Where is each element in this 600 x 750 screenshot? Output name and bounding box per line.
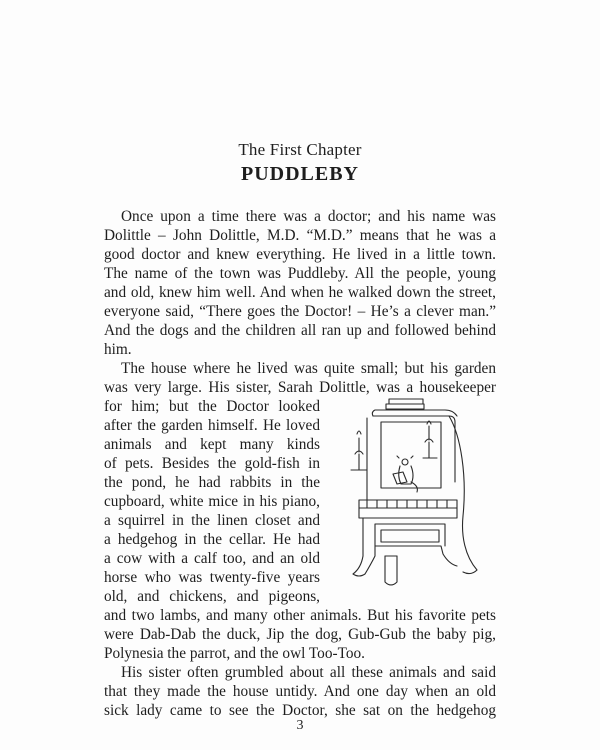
paragraph-line: for him; but the Doctor looked <box>104 398 320 415</box>
paragraph-line: a cow with a calf too, and an old <box>104 550 320 567</box>
page-number: 3 <box>296 718 304 733</box>
paragraph-line: cupboard, white mice in his piano, <box>104 493 320 510</box>
book-icon <box>389 399 423 404</box>
piano-mouse-illustration <box>345 396 485 592</box>
piano-panel <box>381 422 441 488</box>
paragraph-line: the pond, he had rabbits in the <box>104 474 320 491</box>
paragraph-line: The name of the town was Puddleby. All the people, young <box>104 265 496 282</box>
paragraph-line: animals and kept many kinds <box>104 436 320 453</box>
paragraph-line: of pets. Besides the gold-fish in <box>104 455 320 472</box>
paragraph-line: were Dab-Dab the duck, Jip the dog, Gub-Gub the baby pig, <box>104 626 496 643</box>
paragraph-line: everyone said, “There goes the Doctor! – He’s a clever man.” <box>104 303 496 320</box>
piano-top <box>373 416 455 482</box>
paragraph-line: that they made the house untidy. And one day when an old <box>104 683 496 700</box>
candle-right-icon <box>425 439 433 458</box>
chapter-title: PUDDLEBY <box>240 163 359 185</box>
paragraph-line: after the garden himself. He loved <box>104 417 320 434</box>
paragraph-line: old, and chickens, and pigeons, <box>104 588 320 605</box>
paragraph-line: a squirrel in the linen closet and <box>104 512 320 529</box>
paragraph-line: And the dogs and the children all ran up and followed behind <box>104 322 496 339</box>
book-icon <box>386 404 424 409</box>
chapter-label: The First Chapter <box>238 140 362 159</box>
paragraph-line: The house where he lived was quite small; but his garden <box>121 360 496 377</box>
piano-side <box>449 416 477 574</box>
candle-left-icon <box>355 451 363 470</box>
paragraph-line: Once upon a time there was a doctor; and his name was <box>121 208 496 225</box>
paragraph-line: him. <box>104 341 132 358</box>
mouse-head-icon <box>402 459 408 465</box>
paragraph-line: was very large. His sister, Sarah Dolittle, was a housekeeper <box>104 379 496 396</box>
paragraph-line: good doctor and knew everything. He lived in a little town. <box>104 246 496 263</box>
paragraph-line: and old, knew him well. And when he walked down the street, <box>104 284 496 301</box>
paragraph-line: a hedgehog in the cellar. He had <box>104 531 320 548</box>
paragraph-line: Dolittle – John Dolittle, M.D. “M.D.” means that he was a <box>104 227 496 244</box>
paragraph-line: and two lambs, and many other animals. But his favorite pets <box>104 607 496 624</box>
piano-legs <box>353 518 457 576</box>
paragraph-line: sick lady came to see the Doctor, she sat on the hedgehog <box>104 702 496 719</box>
paragraph-line: horse who was twenty-five years <box>104 569 320 586</box>
piano-keyboard <box>359 500 457 508</box>
paragraph-line: His sister often grumbled about all these animals and said <box>121 664 496 681</box>
paragraph-line: Polynesia the parrot, and the owl Too-Too. <box>104 645 365 662</box>
